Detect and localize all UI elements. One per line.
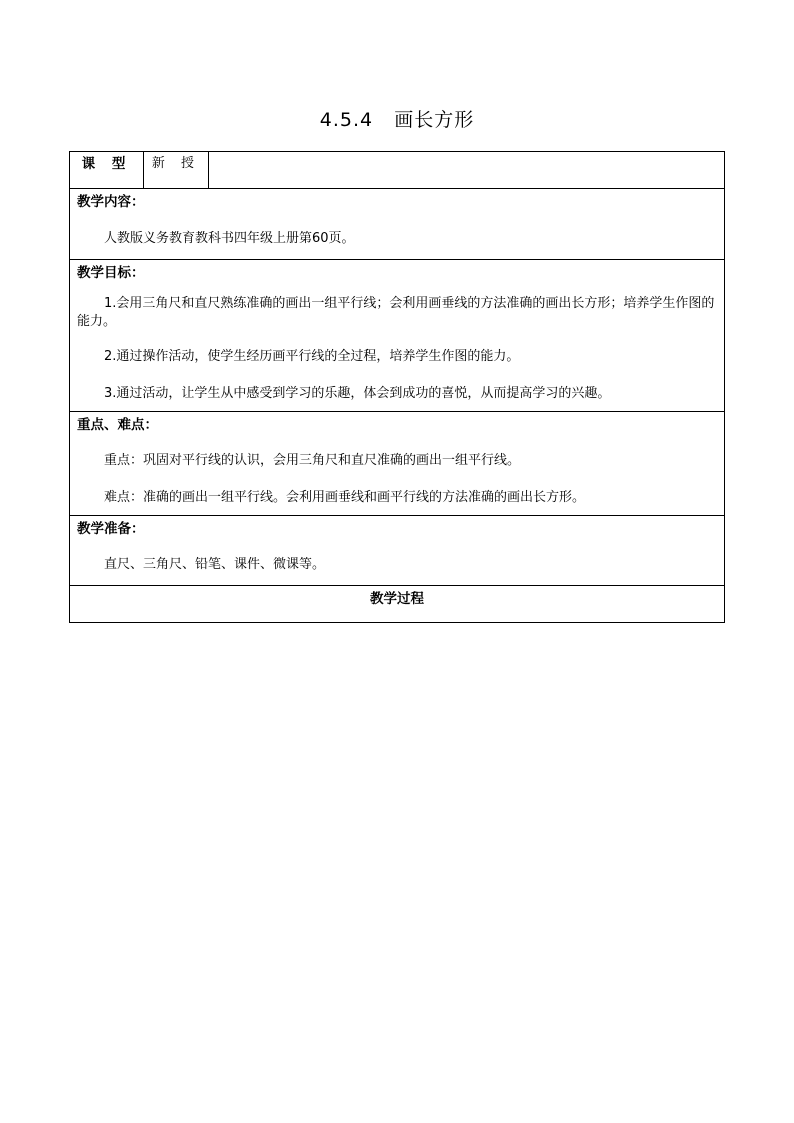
difficulty-paragraph: 难点：准确的画出一组平行线。会利用画垂线和画平行线的方法准确的画出长方形。: [104, 490, 586, 505]
lesson-type-value: 新 授: [144, 152, 209, 189]
lesson-type-row: [70, 152, 725, 189]
lesson-type-label: 课 型: [70, 152, 144, 189]
preparation-section: [70, 516, 725, 586]
process-heading: 教学过程: [70, 586, 725, 623]
preparation-paragraph: 直尺、三角尺、铅笔、课件、微课等。: [104, 557, 326, 572]
key-points-section: [70, 412, 725, 516]
lesson-plan-table: [69, 151, 725, 623]
goal-paragraph-3: 3.通过活动，让学生从中感受到学习的乐趣，体会到成功的喜悦，从而提高学习的兴趣。: [104, 386, 611, 401]
goal-paragraph-1: 1.会用三角尺和直尺熟练准确的画出一组平行线；会利用画垂线的方法准确的画出长方形；培养学生作图的能力。: [77, 296, 715, 329]
process-row: [70, 586, 725, 623]
preparation-section-title: 教学准备：: [77, 521, 145, 537]
goals-section-row: [70, 260, 725, 412]
lesson-type-blank-cell: [209, 152, 725, 189]
content-section-title: 教学内容：: [77, 194, 145, 210]
key-points-section-row: [70, 412, 725, 516]
goals-section: [70, 260, 725, 412]
content-section: [70, 189, 725, 260]
content-paragraph: 人教版义务教育教科书四年级上册第60页。: [104, 231, 355, 246]
key-point-paragraph: 重点：巩固对平行线的认识，会用三角尺和直尺准确的画出一组平行线。: [104, 453, 521, 468]
goals-section-title: 教学目标：: [77, 265, 145, 281]
goal-paragraph-2: 2.通过操作活动，使学生经历画平行线的全过程，培养学生作图的能力。: [104, 349, 520, 364]
page-title: 4.5.4 画长方形: [319, 109, 475, 131]
key-points-section-title: 重点、难点：: [77, 417, 158, 433]
content-section-row: [70, 189, 725, 260]
preparation-section-row: [70, 516, 725, 586]
